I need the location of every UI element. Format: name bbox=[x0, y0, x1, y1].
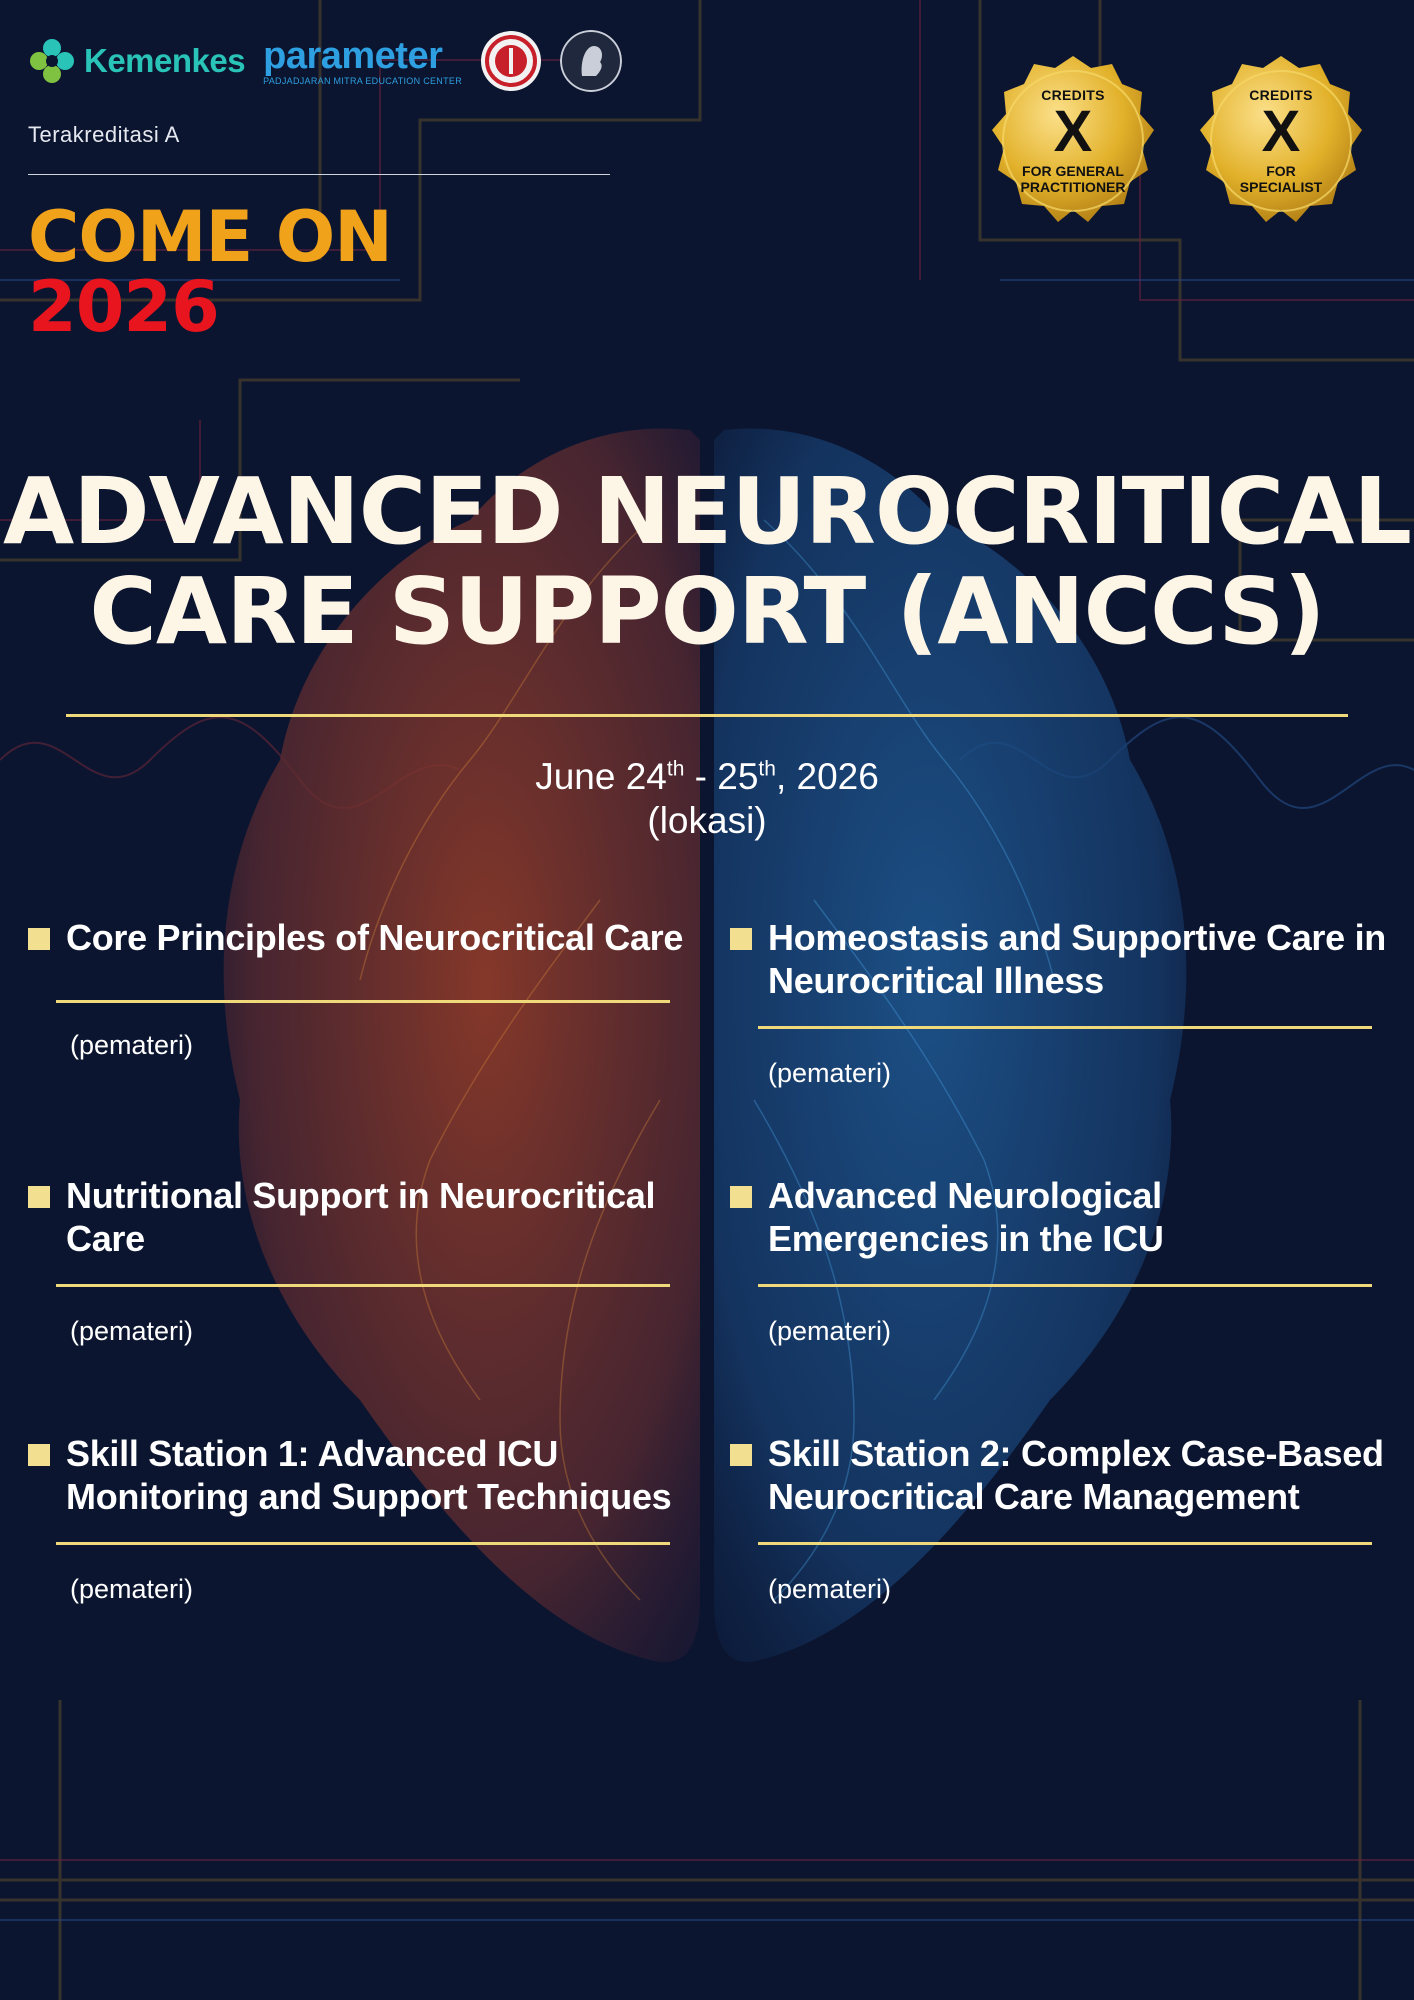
parameter-subtitle: PADJADJARAN MITRA EDUCATION CENTER bbox=[263, 75, 462, 86]
bullet-square-icon bbox=[28, 1444, 50, 1466]
title-divider bbox=[66, 714, 1348, 717]
session-title: Homeostasis and Supportive Care in Neurocritical Illness bbox=[768, 917, 1386, 1001]
session-title: Skill Station 1: Advanced ICU Monitoring and Support Techniques bbox=[66, 1433, 672, 1517]
credit-label: CREDITS bbox=[1249, 87, 1313, 103]
event-brand: COME ON bbox=[28, 196, 392, 278]
session-divider bbox=[56, 1284, 670, 1287]
session-item bbox=[28, 916, 688, 959]
kemenkes-wordmark: Kemenkes bbox=[84, 42, 246, 79]
credit-badge-specialist bbox=[1192, 52, 1370, 230]
credit-audience-line1: FOR GENERAL bbox=[1022, 163, 1124, 179]
credit-value: X bbox=[1261, 99, 1301, 164]
session-item bbox=[730, 1174, 1390, 1260]
session-divider bbox=[758, 1542, 1372, 1545]
perdosni-seal-icon bbox=[480, 30, 542, 92]
session-speaker: (pemateri) bbox=[768, 1574, 892, 1604]
title-line-2: CARE SUPPORT (ANCCS) bbox=[89, 558, 1325, 665]
accreditation-label: Terakreditasi A bbox=[28, 122, 180, 147]
session-speaker: (pemateri) bbox=[70, 1316, 194, 1346]
date-start-suffix: th bbox=[666, 757, 685, 781]
date-year: , 2026 bbox=[775, 756, 879, 797]
comeon-seal-icon bbox=[560, 30, 622, 92]
session-title: Core Principles of Neurocritical Care bbox=[66, 917, 684, 958]
session-speaker: (pemateri) bbox=[768, 1058, 892, 1088]
session-speaker: (pemateri) bbox=[70, 1030, 194, 1060]
session-divider bbox=[56, 1000, 670, 1003]
session-speaker: (pemateri) bbox=[70, 1574, 194, 1604]
bullet-square-icon bbox=[730, 928, 752, 950]
bullet-square-icon bbox=[28, 928, 50, 950]
date-end-suffix: th bbox=[758, 757, 776, 781]
session-title: Skill Station 2: Complex Case-Based Neurocritical Care Management bbox=[768, 1433, 1384, 1517]
credit-value: X bbox=[1053, 99, 1093, 164]
header-divider bbox=[28, 174, 610, 175]
session-item bbox=[730, 1432, 1390, 1518]
session-item bbox=[730, 916, 1390, 1002]
session-divider bbox=[56, 1542, 670, 1545]
credit-audience-line2: PRACTITIONER bbox=[1020, 179, 1126, 195]
credit-label: CREDITS bbox=[1041, 87, 1105, 103]
bullet-square-icon bbox=[730, 1444, 752, 1466]
credit-audience-line2: SPECIALIST bbox=[1239, 179, 1323, 195]
session-divider bbox=[758, 1026, 1372, 1029]
credit-badge-general bbox=[984, 52, 1162, 230]
session-speaker: (pemateri) bbox=[768, 1316, 892, 1346]
page-title bbox=[0, 458, 1414, 665]
session-divider bbox=[758, 1284, 1372, 1287]
bullet-square-icon bbox=[730, 1186, 752, 1208]
credit-audience-line1: FOR bbox=[1266, 163, 1296, 179]
date-start: June 24 bbox=[535, 756, 667, 797]
event-location: (lokasi) bbox=[647, 800, 767, 841]
kemenkes-flower-icon bbox=[28, 37, 76, 85]
bullet-square-icon bbox=[28, 1186, 50, 1208]
session-title: Advanced Neurological Emergencies in the ICU bbox=[768, 1175, 1164, 1259]
kemenkes-logo bbox=[28, 37, 245, 85]
event-date bbox=[0, 756, 1414, 798]
session-title: Nutritional Support in Neurocritical Care bbox=[66, 1175, 656, 1259]
parameter-wordmark: parameter bbox=[263, 34, 443, 77]
title-line-1: ADVANCED NEUROCRITICAL bbox=[3, 458, 1411, 565]
session-item bbox=[28, 1432, 688, 1518]
parameter-logo bbox=[263, 34, 462, 86]
partner-logos bbox=[28, 30, 622, 92]
date-end: - 25 bbox=[684, 756, 759, 797]
event-year: 2026 bbox=[28, 266, 219, 348]
session-item bbox=[28, 1174, 688, 1260]
